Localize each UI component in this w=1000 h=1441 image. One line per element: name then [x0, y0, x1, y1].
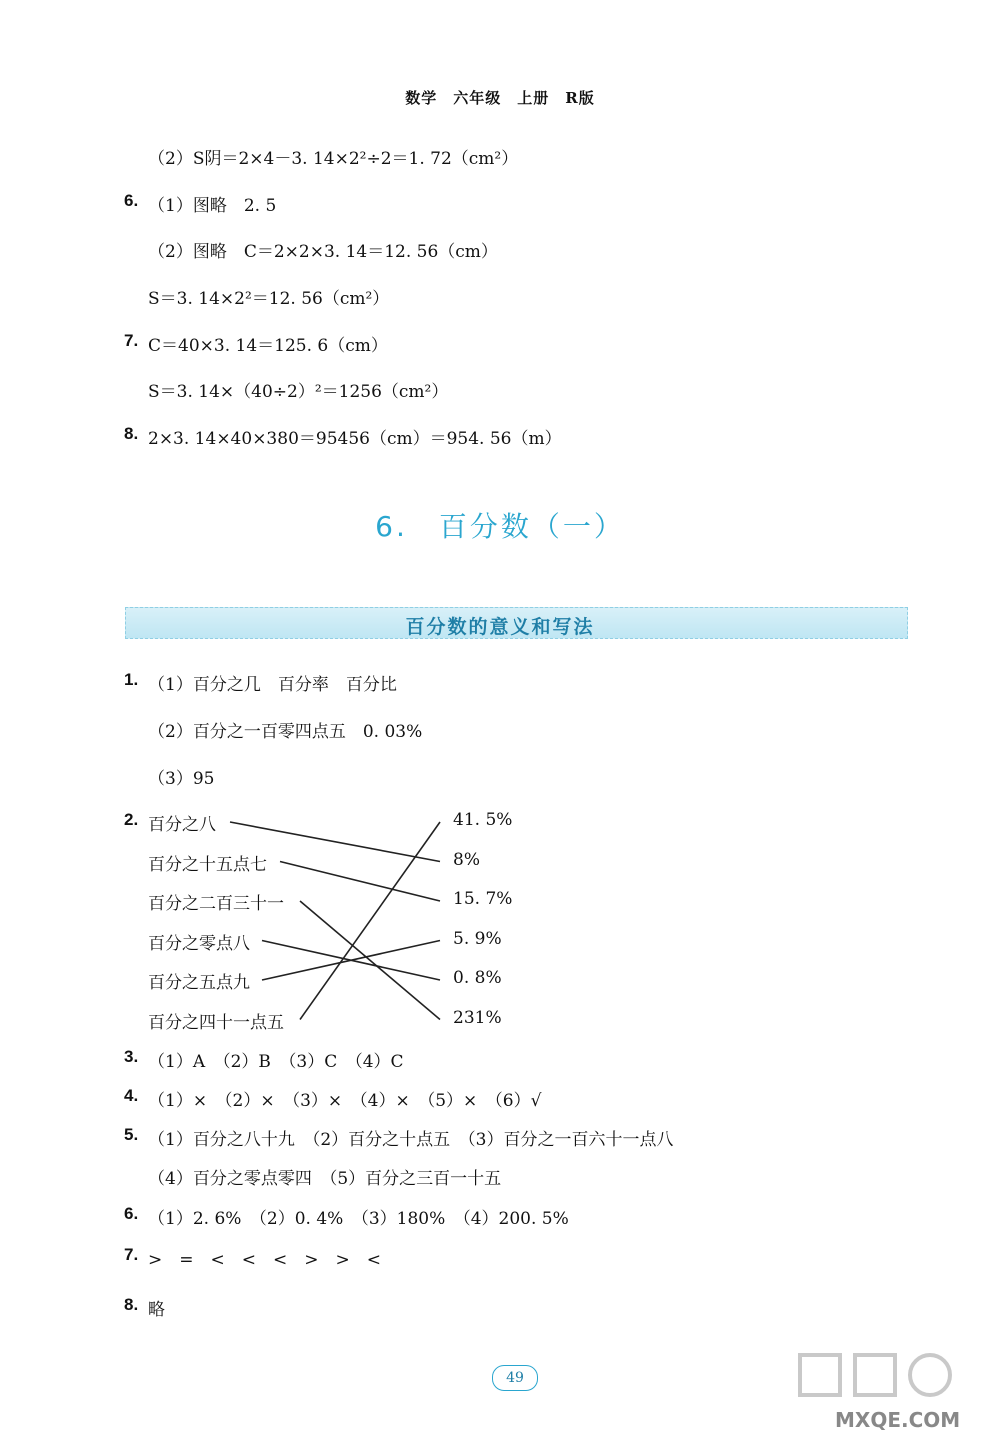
answer-line: （2）图略 C＝2×2×3. 14＝12. 56（cm）	[148, 242, 498, 262]
question-number: 5.	[124, 1125, 139, 1144]
answer-line: S＝3. 14×2²＝12. 56（cm²）	[148, 289, 390, 309]
question-number: 2.	[124, 810, 139, 829]
answer-line: （1）百分之八十九 （2）百分之十点五 （3）百分之一百六十一点八	[148, 1130, 674, 1150]
match-right-item: 15. 7%	[453, 889, 513, 909]
answer-line: （1）A （2）B （3）C （4）C	[148, 1052, 404, 1072]
match-left-item: 百分之五点九	[148, 973, 250, 993]
chapter-title: 6. 百分数（一）	[375, 510, 625, 543]
page-number: 49	[492, 1365, 538, 1391]
answer-line: （2）百分之一百零四点五 0. 03%	[148, 722, 423, 742]
answer-line: 略	[148, 1300, 165, 1320]
answer-line: S＝3. 14×（40÷2）²＝1256（cm²）	[148, 382, 449, 402]
question-number: 4.	[124, 1086, 139, 1105]
answer-line: > = < < < > > <	[148, 1250, 381, 1270]
match-left-item: 百分之八	[148, 815, 216, 835]
answer-line: （1）× （2）× （3）× （4）× （5）× （6）√	[148, 1091, 542, 1111]
answer-line: （1）百分之几 百分率 百分比	[148, 675, 397, 695]
answer-line: （2）S阴＝2×4－3. 14×2²÷2＝1. 72（cm²）	[148, 149, 519, 169]
match-right-item: 231%	[453, 1007, 502, 1028]
match-right-item: 8%	[453, 849, 480, 870]
match-left-item: 百分之零点八	[148, 933, 250, 954]
match-connector	[300, 822, 440, 1020]
question-number: 8.	[124, 1295, 139, 1314]
answer-line: （3）95	[148, 769, 215, 789]
question-number: 1.	[124, 670, 139, 689]
watermark-text: MXQE.COM	[835, 1408, 961, 1432]
answer-line: （1）图略 2. 5	[148, 196, 277, 216]
match-left-item: 百分之二百三十一	[148, 894, 284, 914]
match-connector	[300, 901, 440, 1020]
match-right-item: 41. 5%	[453, 810, 513, 830]
answer-line: （4）百分之零点零四 （5）百分之三百一十五	[148, 1169, 502, 1189]
answer-line: 2×3. 14×40×380＝95456（cm）＝954. 56（m）	[148, 429, 562, 449]
answer-line: C＝40×3. 14＝125. 6（cm）	[148, 336, 388, 356]
section-title: 百分数的意义和写法	[405, 616, 595, 638]
match-connector	[230, 822, 440, 862]
match-right-item: 0. 8%	[453, 968, 502, 988]
question-number: 8.	[124, 424, 139, 443]
question-number: 3.	[124, 1047, 139, 1066]
match-left-item: 百分之四十一点五	[148, 1012, 284, 1033]
question-number: 7.	[124, 1245, 139, 1264]
match-left-item: 百分之十五点七	[148, 854, 267, 875]
match-connector	[280, 862, 440, 902]
question-number: 6.	[124, 191, 139, 210]
question-number: 6.	[124, 1204, 139, 1223]
answer-line: （1）2. 6% （2）0. 4% （3）180% （4）200. 5%	[148, 1209, 569, 1229]
page-header: 数学 六年级 上册 R版	[405, 89, 595, 107]
question-number: 7.	[124, 331, 139, 350]
match-right-item: 5. 9%	[453, 928, 502, 949]
